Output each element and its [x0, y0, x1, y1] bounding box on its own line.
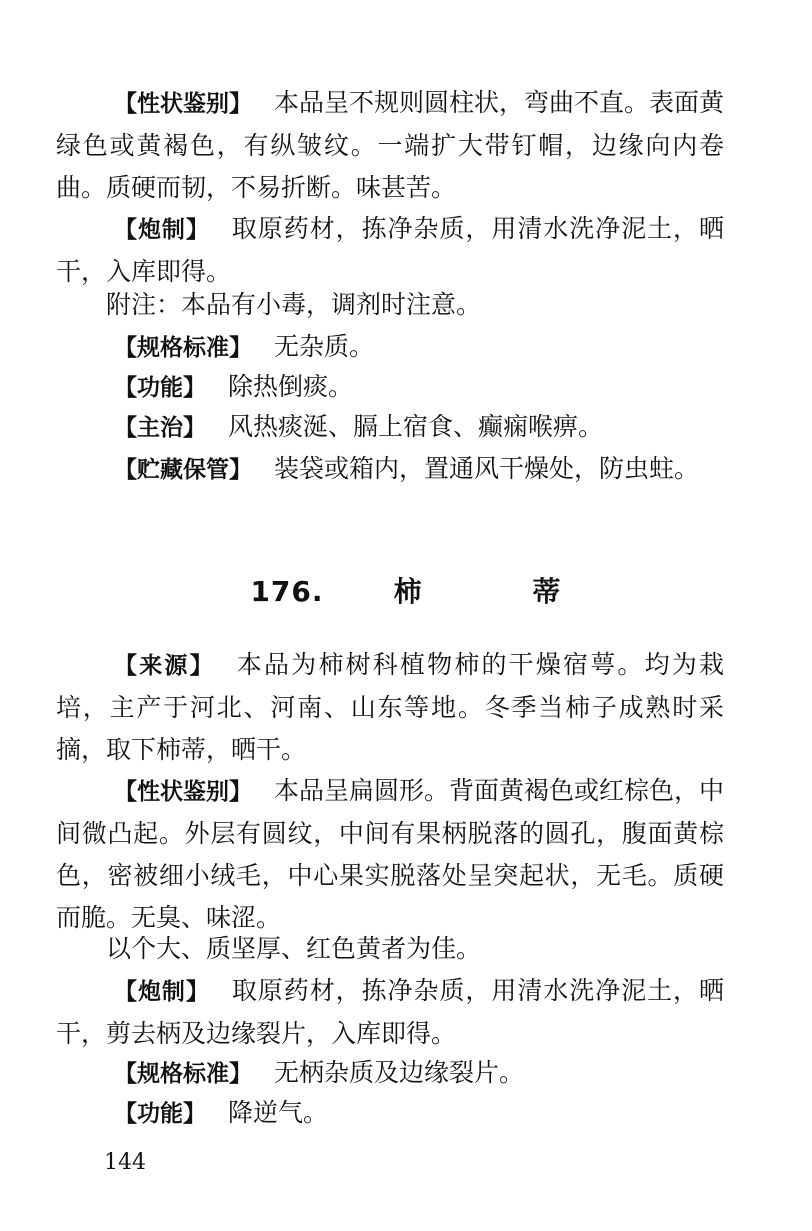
paragraph-text: 以个大、质坚厚、红色黄者为佳。 [106, 934, 482, 963]
section-tag: 【性状鉴别】 [114, 91, 252, 117]
section-tag: 【功能】 [114, 375, 206, 401]
paragraph-text: 无杂质。 [274, 332, 375, 361]
section-number: 176. [250, 575, 324, 608]
paragraph-text: 降逆气。 [228, 1098, 329, 1127]
paragraph-function-2 [56, 1092, 724, 1135]
paragraph-source [56, 644, 724, 771]
section-tag: 【主治】 [114, 415, 206, 441]
paragraph-text: 装袋或箱内，置通风干燥处，防虫蛀。 [274, 454, 700, 483]
paragraph-text: 风热痰涎、膈上宿食、癫痫喉痹。 [228, 412, 604, 441]
section-tag: 【来源】 [114, 653, 215, 679]
paragraph-text: 本品呈不规则圆柱状，弯曲不直。表面黄绿色或黄褐色，有纵皱纹。一端扩大带钉帽，边缘向内卷曲。质硬而韧，不易折断。味甚苦。 [56, 88, 725, 202]
paragraph-text: 取原药材，拣净杂质，用清水洗净泥土，晒干，剪去柄及边缘裂片，入库即得。 [56, 976, 724, 1048]
paragraph-storage [56, 448, 724, 491]
section-tag: 【炮制】 [114, 979, 210, 1005]
section-name-char-1: 柿 [393, 575, 423, 608]
paragraph-text: 附注：本品有小毒，调剂时注意。 [106, 290, 482, 319]
paragraph-spec-standard [56, 326, 724, 369]
section-name-char-2: 蒂 [532, 575, 562, 608]
paragraph-spec-standard-2 [56, 1052, 724, 1095]
paragraph-processing [56, 208, 724, 293]
paragraph-processing-2 [56, 970, 724, 1055]
paragraph-characteristics [56, 82, 724, 209]
paragraph-quality [106, 928, 724, 970]
section-tag: 【性状鉴别】 [114, 779, 252, 805]
paragraph-note [106, 284, 724, 326]
paragraph-text: 本品为柿树科植物柿的干燥宿萼。均为栽培，主产于河北、河南、山东等地。冬季当柿子成熟时采摘，取下柿蒂，晒干。 [56, 650, 724, 764]
paragraph-indications [56, 406, 724, 449]
paragraph-text: 无柄杂质及边缘裂片。 [274, 1058, 525, 1087]
section-tag: 【规格标准】 [114, 335, 252, 361]
paragraph-function [56, 366, 724, 409]
paragraph-text: 本品呈扁圆形。背面黄褐色或红棕色，中间微凸起。外层有圆纹，中间有果柄脱落的圆孔，腹面黄棕色，密被细小绒毛，中心果实脱落处呈突起状，无毛。质硬而脆。无臭、味涩。 [56, 776, 725, 932]
paragraph-characteristics-2 [56, 770, 724, 939]
paragraph-text: 除热倒痰。 [228, 372, 354, 401]
section-title [0, 570, 812, 610]
section-tag: 【功能】 [114, 1101, 206, 1127]
page-number: 144 [104, 1150, 146, 1175]
section-tag: 【规格标准】 [114, 1061, 252, 1087]
section-tag: 【炮制】 [114, 217, 210, 243]
paragraph-text: 取原药材，拣净杂质，用清水洗净泥土，晒干，入库即得。 [56, 214, 724, 286]
section-tag: 【贮藏保管】 [114, 457, 252, 483]
